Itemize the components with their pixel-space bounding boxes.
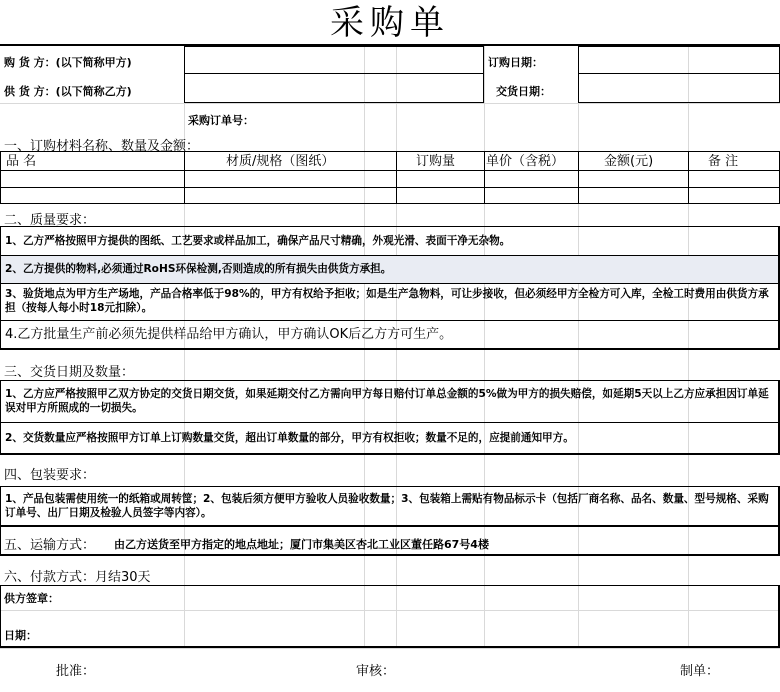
delivery-date-label: 交货日期：	[496, 85, 551, 98]
table-row-divider	[0, 187, 780, 188]
table-header-divider	[0, 170, 780, 171]
supplier-value-field[interactable]	[184, 74, 484, 103]
materials-table	[0, 151, 780, 204]
quality-item-3: 3、验货地点为甲方生产场地，产品合格率低于98%的，甲方有权给予拒收；如是生产急物料，可让步接收，但必须经甲方全检方可入库，全检工时费用由供货方承担（按每人每小时18元扣除）。	[5, 288, 769, 314]
order-date-label: 订购日期：	[488, 56, 543, 69]
approve-label: 批准：	[56, 664, 96, 679]
column-header-amount: 金额(元)	[604, 154, 654, 169]
section5-title: 五、运输方式：	[4, 538, 96, 553]
section2-title: 二、质量要求：	[4, 213, 96, 228]
section4-title: 四、包装要求：	[4, 468, 96, 483]
table-column-divider	[396, 151, 397, 204]
row-divider	[0, 255, 780, 256]
buyer-value-field[interactable]	[184, 46, 484, 74]
prepared-by-label: 制单：	[680, 664, 720, 679]
quality-item-4: 4.乙方批量生产前必须先提供样品给甲方确认，甲方确认OK后乙方方可生产。	[5, 327, 453, 342]
section6-title: 六、付款方式：月结30天	[4, 570, 151, 585]
supplier-sign-label: 供方签章：	[4, 592, 59, 605]
order-date-value-field[interactable]	[578, 46, 780, 74]
column-header-spec: 材质/规格（图纸）	[226, 154, 335, 169]
row-divider	[0, 422, 780, 423]
column-header-quantity: 订购量	[416, 154, 456, 169]
po-number-label: 采购订单号：	[188, 114, 254, 127]
grid-line	[0, 103, 780, 104]
buyer-label: 购 货 方：(以下简称甲方)	[4, 56, 132, 69]
table-column-divider	[578, 151, 579, 204]
signature-box	[0, 585, 780, 648]
supplier-label: 供 货 方：(以下简称乙方)	[4, 85, 132, 98]
packaging-text: 1、产品包装需使用统一的纸箱或周转筐；2、包装后须方便甲方验收人员验收数量；3、包装箱上需贴有物品标示卡（包括厂商名称、品名、数量、型号规格、采购订单号、出厂日期及检验人员签字等内容）。	[5, 493, 769, 519]
column-header-remark: 备 注	[708, 154, 739, 169]
section1-title: 一、订购材料名称、数量及金额：	[4, 139, 200, 154]
table-column-divider	[688, 151, 689, 204]
grid-line	[0, 648, 780, 649]
quality-item-1: 1、乙方严格按照甲方提供的图纸、工艺要求或样品加工，确保产品尺寸精确，外观光滑、表面干净无杂物。	[5, 235, 511, 247]
table-column-divider	[184, 151, 185, 204]
section3-title: 三、交货日期及数量：	[4, 365, 135, 380]
delivery-item-1: 1、乙方应严格按照甲乙双方协定的交货日期交货，如果延期交付乙方需向甲方每日赔付订单总金额的5%做为甲方的损失赔偿，如延期5天以上乙方应承担因订单延误对甲方所照成的一切损失。	[5, 388, 769, 414]
quality-item-2: 2、乙方提供的物料,必须通过RoHS环保检测,否则造成的所有损失由供货方承担。	[5, 263, 392, 275]
row-divider	[0, 283, 780, 284]
table-column-divider	[484, 151, 485, 204]
column-header-name: 品 名	[6, 154, 37, 169]
document-title: 采购单	[330, 3, 450, 43]
review-label: 审核：	[356, 664, 396, 679]
delivery-item-2: 2、交货数量应严格按照甲方订单上订购数量交货，超出订单数量的部分，甲方有权拒收；数量不足的，应提前通知甲方。	[5, 432, 574, 444]
column-header-unit-price: 单价（含税）	[486, 154, 565, 169]
row-divider	[0, 320, 780, 321]
delivery-date-value-field[interactable]	[578, 74, 780, 103]
transport-text: 由乙方送货至甲方指定的地点地址；厦门市集美区杏北工业区董任路67号4楼	[114, 538, 489, 551]
sign-date-label: 日期：	[4, 629, 37, 642]
